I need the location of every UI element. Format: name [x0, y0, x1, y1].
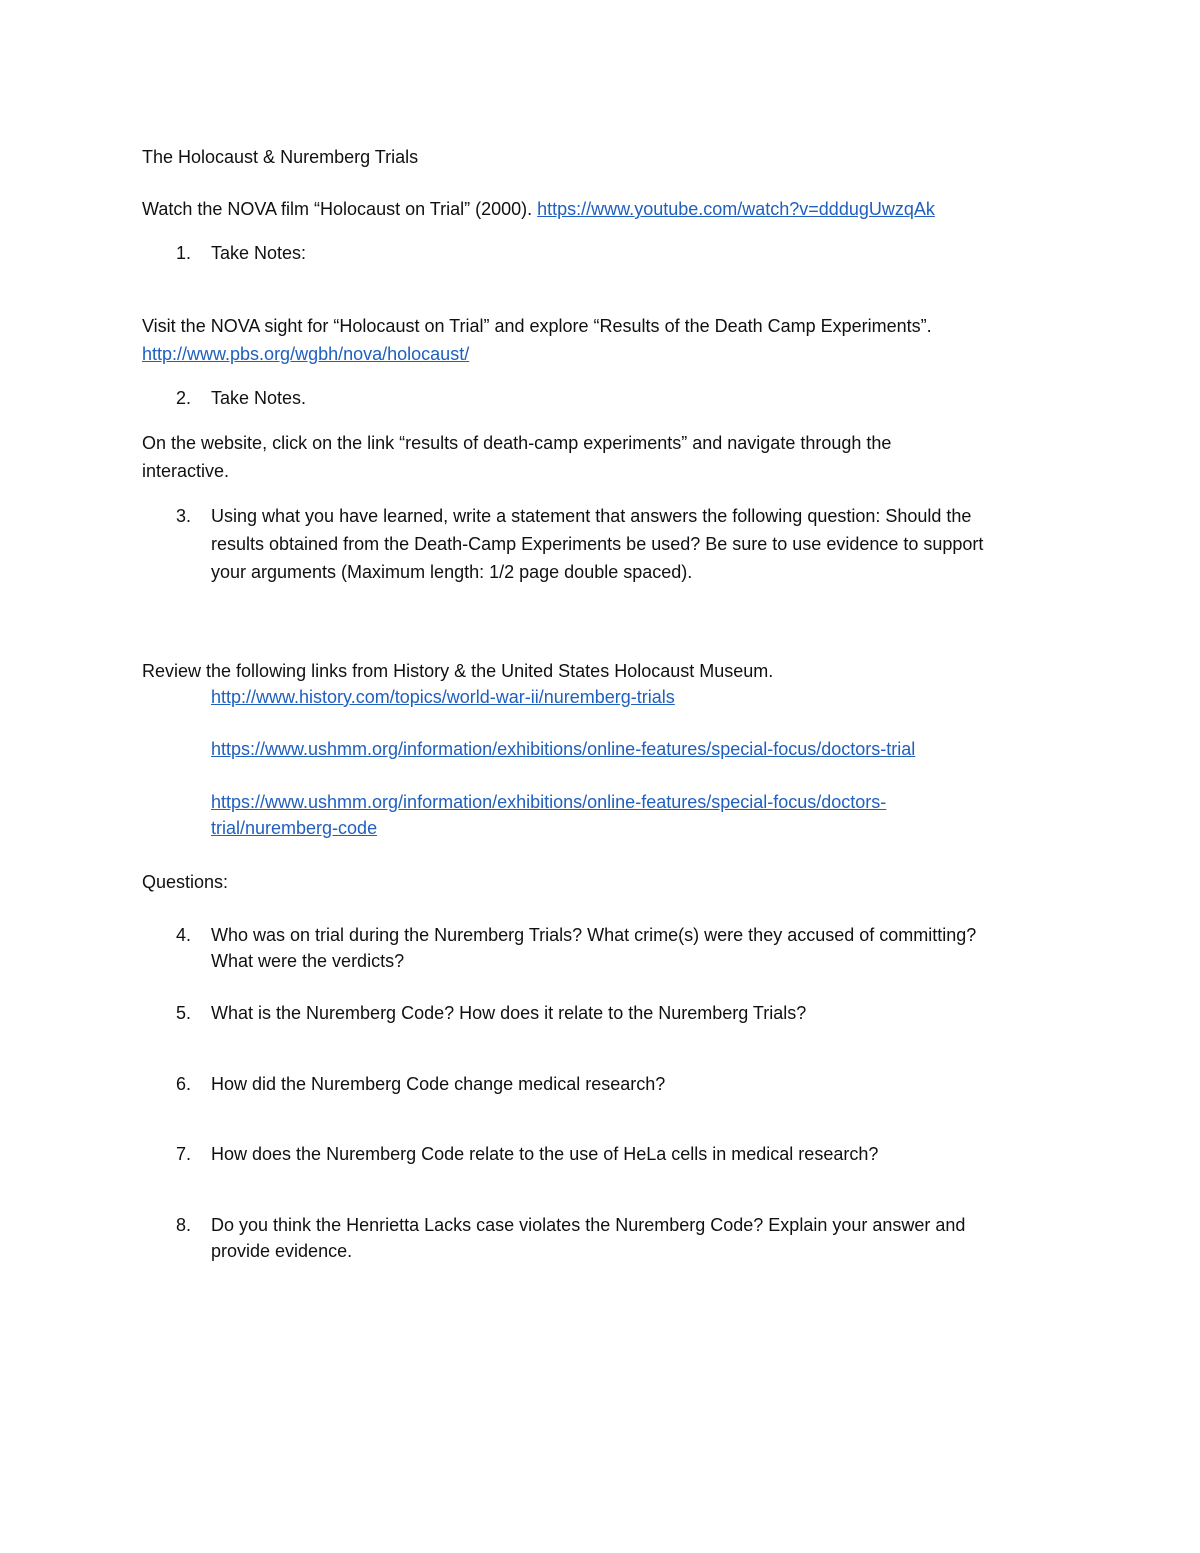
question-4-number: 4. [176, 925, 192, 945]
ushmm-nuremberg-code-link-line-2 [211, 815, 377, 841]
questions-heading: Questions: [142, 872, 229, 892]
question-8-line-2: provide evidence. [211, 1241, 353, 1261]
item-3-line-3: your arguments (Maximum length: 1/2 page double spaced). [211, 562, 693, 582]
item-2-text: Take Notes. [211, 388, 307, 408]
question-7-line-1: How does the Nuremberg Code relate to the use of HeLa cells in medical research? [211, 1144, 879, 1164]
review-text: Review the following links from History & the United States Holocaust Museum. [142, 661, 774, 681]
item-3-line-1: Using what you have learned, write a statement that answers the following question: Should the [211, 506, 972, 526]
youtube-link[interactable]: https://www.youtube.com/watch?v=dddugUwzqAk [537, 199, 935, 219]
question-7-number: 7. [176, 1144, 192, 1164]
item-1-text: Take Notes: [211, 243, 307, 263]
question-5-number: 5. [176, 1003, 192, 1023]
ushmm-nuremberg-code-link-part-2[interactable]: trial/nuremberg-code [211, 818, 378, 838]
document-title: The Holocaust & Nuremberg Trials [142, 147, 419, 167]
question-8-line-1: Do you think the Henrietta Lacks case violates the Nuremberg Code? Explain your answer and [211, 1215, 966, 1235]
question-4-line-2: What were the verdicts? [211, 951, 405, 971]
question-5-line-1: What is the Nuremberg Code? How does it relate to the Nuremberg Trials? [211, 1003, 807, 1023]
website-line-1: On the website, click on the link “results of death-camp experiments” and navigate through the [142, 433, 892, 453]
ushmm-nuremberg-code-link-part-1[interactable]: https://www.ushmm.org/information/exhibitions/online-features/special-focus/doctors- [211, 792, 887, 812]
visit-text: Visit the NOVA sight for “Holocaust on Trial” and explore “Results of the Death Camp Experiments”. [142, 316, 932, 336]
question-8-number: 8. [176, 1215, 192, 1235]
website-line-2: interactive. [142, 461, 230, 481]
item-3-line-2: results obtained from the Death-Camp Experiments be used? Be sure to use evidence to support [211, 534, 984, 554]
ushmm-nuremberg-code-link-line-1 [211, 789, 886, 815]
pbs-link-line [142, 341, 469, 367]
ushmm-doctors-trial-link-line [211, 736, 915, 762]
question-6-number: 6. [176, 1074, 192, 1094]
item-1-number: 1. [176, 243, 192, 263]
intro-line [142, 196, 935, 222]
question-4-line-1: Who was on trial during the Nuremberg Trials? What crime(s) were they accused of committing? [211, 925, 977, 945]
item-3-number: 3. [176, 506, 192, 526]
history-link-line [211, 684, 675, 710]
ushmm-doctors-trial-link[interactable]: https://www.ushmm.org/information/exhibitions/online-features/special-focus/doctors-trial [211, 739, 916, 759]
history-link[interactable]: http://www.history.com/topics/world-war-ii/nuremberg-trials [211, 687, 675, 707]
item-2-number: 2. [176, 388, 192, 408]
pbs-link[interactable]: http://www.pbs.org/wgbh/nova/holocaust/ [142, 344, 470, 364]
intro-text: Watch the NOVA film “Holocaust on Trial” (2000). [142, 199, 533, 219]
question-6-line-1: How did the Nuremberg Code change medical research? [211, 1074, 666, 1094]
